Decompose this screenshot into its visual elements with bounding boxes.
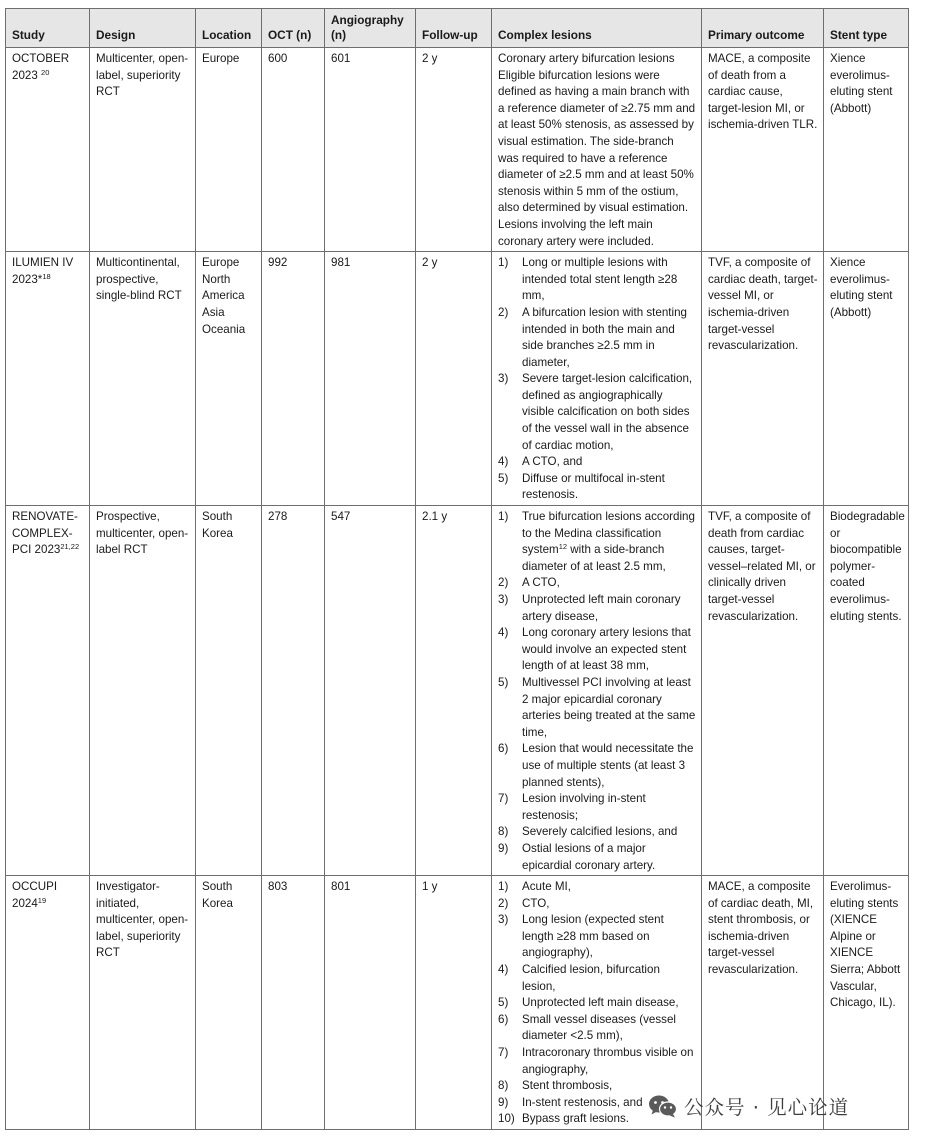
item-number: 5) [498,996,509,1010]
location-cell [196,252,262,506]
oct-cell: 992 [262,252,325,506]
follow-up-cell: 2 y [416,252,492,506]
study-cell [6,876,90,1130]
angiography-cell: 601 [325,48,416,252]
wechat-icon [648,1094,678,1118]
stent-type-cell: Xience everolimus-eluting stent (Abbott) [824,48,909,252]
item-text: Lesion that would necessitate the use of multiple stents (at least 3 planned stents), [522,742,694,789]
design-cell: Prospective, multicenter, open-label RCT [90,506,196,876]
item-number: 3) [498,593,509,606]
lesion-list [498,879,696,1128]
item-text: Ostial lesions of a major epicardial coronary artery. [522,841,656,872]
list-item [498,592,696,625]
table-row [6,506,909,876]
primary-outcome-cell: TVF, a composite of death from cardiac causes, target-vessel–related MI, or clinically driven target-vessel revascularization. [702,506,824,876]
primary-outcome-cell: MACE, a composite of death from a cardiac cause, target-lesion MI, or ischemia-driven TLR. [702,48,824,252]
reference-superscript: 19 [37,895,47,905]
watermark [648,1092,849,1120]
stent-type-cell: Everolimus-eluting stents (XIENCE Alpine or XIENCE Sierra; Abbott Vascular, Chicago, IL). [824,876,909,1130]
oct-cell: 278 [262,506,325,876]
location-cell: South Korea [196,506,262,876]
header-complex-lesions: Complex lesions [492,9,702,48]
oct-cell: 803 [262,876,325,1130]
list-item [498,841,696,874]
complex-lesions-cell [492,506,702,876]
list-item [498,962,696,995]
angiography-cell: 547 [325,506,416,876]
table-row [6,252,909,506]
follow-up-cell: 2 y [416,48,492,252]
list-item [498,879,696,896]
item-text: Calcified lesion, bifurcation lesion, [522,963,660,993]
follow-up-cell: 2.1 y [416,506,492,876]
item-text: Acute MI, [522,880,571,894]
study-name: RENOVATE-COMPLEX-PCI 2023 [12,510,78,557]
study-name: OCTOBER 2023 [12,52,70,82]
item-number: 1) [498,510,509,524]
item-number: 2) [498,896,509,910]
list-item [498,912,696,962]
primary-outcome-cell: MACE, a composite of cardiac death, MI, stent thrombosis, or ischemia-driven target-vessel revascularization. [702,876,824,1130]
list-item [498,625,696,675]
reference-superscript: 21,22 [60,542,80,552]
stent-type-cell: Biodegradable or biocompatible polymer-coated everolimus-eluting stents. [824,506,909,876]
list-item [498,675,696,741]
item-number: 6) [498,1012,509,1026]
item-text: Intracoronary thrombus visible on angiography, [522,1046,694,1076]
lesion-list [498,255,696,504]
study-cell [6,48,90,252]
item-text: Unprotected left main disease, [522,996,679,1010]
reference-superscript: 20 [41,67,50,77]
item-text: CTO, [522,896,550,910]
list-item [498,1012,696,1045]
item-text: Severe target-lesion calcification, defined as angiographically visible calcification on both sides of the vessel wall in the absence of cardiac motion, [522,372,693,452]
item-text: Long coronary artery lesions that would involve an expected stent length of at least 38 mm, [522,626,691,673]
item-number: 2) [498,305,509,319]
header-study: Study [6,9,90,48]
list-item [498,1045,696,1078]
item-number: 7) [498,792,509,806]
item-text: Unprotected left main coronary artery disease, [522,593,681,623]
list-item [498,824,696,841]
item-number: 3) [498,372,509,386]
list-item [498,741,696,791]
item-number: 7) [498,1046,509,1060]
reference-superscript: 12 [558,542,568,552]
primary-outcome-cell: TVF, a composite of cardiac death, target-vessel MI, or ischemia-driven target-vessel revascularization. [702,252,824,506]
item-number: 8) [498,1079,509,1093]
item-number: 1) [498,880,509,894]
list-item [498,575,696,592]
list-item [498,371,696,454]
item-text: In-stent restenosis, and [522,1095,643,1109]
item-text: Severely calcified lesions, and [522,825,678,839]
item-text: Lesion involving in-stent restenosis; [522,792,646,822]
item-text: A bifurcation lesion with stenting intended in both the main and side branches ≥2.5 mm in diameter, [522,305,687,369]
list-item [498,995,696,1012]
header-location: Location [196,9,262,48]
oct-cell: 600 [262,48,325,252]
location-cell: South Korea [196,876,262,1130]
lesion-list [498,509,696,874]
list-item [498,454,696,471]
design-cell: Multicenter, open-label, superiority RCT [90,48,196,252]
item-text: Stent thrombosis, [522,1079,613,1093]
list-item [498,896,696,913]
list-item [498,255,696,305]
list-item [498,305,696,371]
list-item [498,509,696,575]
item-text: Small vessel diseases (vessel diameter <2.5 mm), [522,1012,676,1043]
item-number: 8) [498,825,509,839]
watermark-text: 公众号 · 见心论道 [684,1096,850,1119]
header-stent-type: Stent type [824,9,909,48]
header-design: Design [90,9,196,48]
angiography-cell: 801 [325,876,416,1130]
stent-type-cell: Xience everolimus-eluting stent (Abbott) [824,252,909,506]
item-text: Long lesion (expected stent length ≥28 mm based on angiography), [522,913,664,960]
complex-lesions-cell [492,252,702,506]
item-number: 2) [498,576,509,590]
table-row [6,48,909,252]
item-text: Bypass graft lesions. [522,1112,629,1126]
item-number: 9) [498,841,509,855]
item-text: Multivessel PCI involving at least 2 major epicardial coronary arteries being treated at the same time, [522,675,696,739]
item-number: 6) [498,742,509,756]
location-cell: Europe [196,48,262,252]
header-angiography: Angiography (n) [325,9,416,48]
item-number: 9) [498,1095,509,1109]
header-row [6,9,909,48]
list-item [498,791,696,824]
item-text: True bifurcation lesions according to the Medina classification system [522,510,695,557]
follow-up-cell: 1 y [416,876,492,1130]
header-primary-outcome: Primary outcome [702,9,824,48]
item-text: A CTO, [522,576,560,590]
item-number: 4) [498,455,509,469]
reference-superscript: 18 [42,271,51,281]
study-name: ILUMIEN IV 2023* [12,256,74,286]
item-text-continued: with a side-branch diameter of at least 2.5 mm, [522,543,666,573]
trials-table [5,8,909,1130]
header-oct: OCT (n) [262,9,325,48]
item-text: Long or multiple lesions with intended total stent length ≥28 mm, [522,256,678,303]
design-cell: Investigator-initiated, multicenter, open-label, superiority RCT [90,876,196,1130]
item-number: 10) [498,1112,515,1126]
item-number: 5) [498,471,509,485]
item-number: 4) [498,626,509,640]
study-cell [6,252,90,506]
study-name: OCCUPI 2024 [12,880,58,910]
item-number: 1) [498,256,509,270]
item-number: 4) [498,963,509,977]
complex-lesions-cell: Coronary artery bifurcation lesions Eligible bifurcation lesions were defined as having a main branch with a reference diameter of ≥2.75 mm and at least 50% stenosis, as assessed by visual estimation. The side-branch was required to have a reference diameter of ≥2.5 mm and at least 50% stenosis within 5 mm of the ostium, also determined by visual estimation. Lesions involving the left main coronary artery were included. [492,48,702,252]
item-number: 3) [498,913,509,927]
list-item [498,471,696,504]
location-text: Europe North America Asia Oceania [202,256,246,336]
angiography-cell: 981 [325,252,416,506]
design-cell: Multicontinental, prospective, single-blind RCT [90,252,196,506]
item-text: Diffuse or multifocal in-stent restenosis. [522,471,665,502]
study-cell [6,506,90,876]
item-number: 5) [498,675,509,689]
header-follow-up: Follow-up [416,9,492,48]
item-text: A CTO, and [522,455,583,469]
